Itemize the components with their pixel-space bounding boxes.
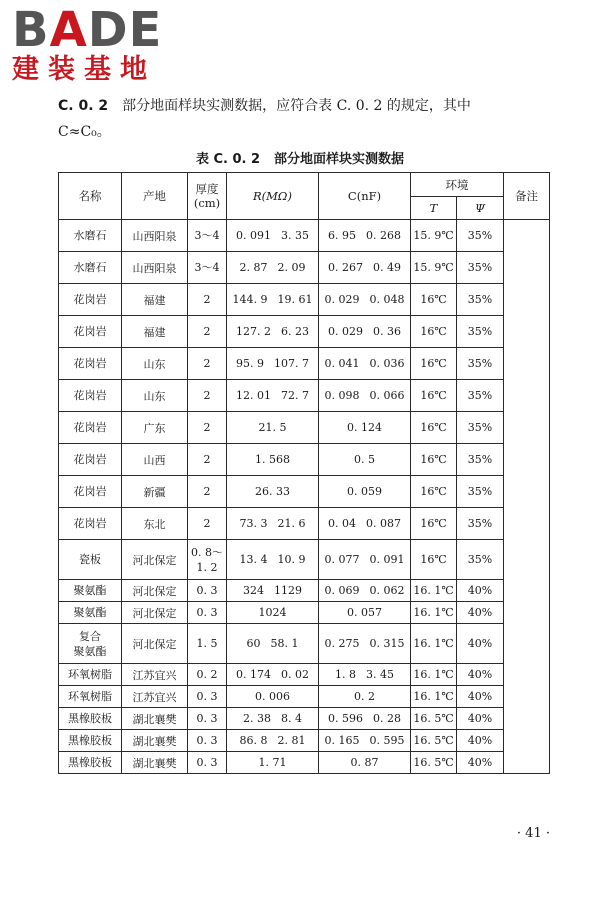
cell-resistance-value: 3. 35: [281, 229, 309, 242]
cell-capacitance: [319, 540, 411, 580]
table-row: [59, 664, 550, 686]
cell-origin: 新疆: [122, 476, 188, 508]
cell-origin: 山西: [122, 444, 188, 476]
cell-name: 花岗岩: [59, 316, 122, 348]
cell-origin: 广东: [122, 412, 188, 444]
table-row: [59, 316, 550, 348]
cell-humidity: 35%: [457, 476, 504, 508]
cell-resistance: [227, 348, 319, 380]
cell-resistance-value: 58. 1: [270, 637, 299, 650]
cell-resistance-value: 72. 7: [281, 389, 309, 402]
table-row: [59, 444, 550, 476]
cell-capacitance: [319, 686, 411, 708]
cell-capacitance-value: 0. 87: [350, 756, 379, 769]
table-row: [59, 508, 550, 540]
table-row: [59, 624, 550, 664]
cell-resistance: [227, 252, 319, 284]
header-notes: 备注: [504, 173, 550, 220]
logo-wordmark: BADE: [12, 2, 163, 58]
cell-humidity: 40%: [457, 624, 504, 664]
cell-resistance-value: 26. 33: [255, 485, 290, 498]
cell-capacitance-value: 0. 036: [369, 357, 405, 370]
cell-humidity: 35%: [457, 412, 504, 444]
cell-resistance-value: 1129: [274, 584, 302, 597]
cell-resistance: [227, 476, 319, 508]
cell-resistance-value: 127. 2: [236, 325, 271, 338]
cell-origin: 福建: [122, 284, 188, 316]
cell-resistance: [227, 220, 319, 252]
table-row: [59, 580, 550, 602]
cell-name: 花岗岩: [59, 476, 122, 508]
cell-name: 聚氨酯: [59, 580, 122, 602]
cell-capacitance-value: 0. 28: [373, 712, 401, 725]
cell-thickness: 2: [188, 476, 227, 508]
cell-capacitance: [319, 444, 411, 476]
cell-name: 黑橡胶板: [59, 730, 122, 752]
cell-name: 花岗岩: [59, 348, 122, 380]
page-number: · 41 ·: [516, 826, 550, 841]
cell-capacitance-value: 0. 596: [328, 712, 363, 725]
cell-resistance-value: 2. 81: [277, 734, 306, 747]
cell-capacitance-value: 0. 029: [324, 293, 360, 306]
cell-resistance-value: 2. 87: [239, 261, 268, 274]
logo-subtitle: 建装基地: [12, 54, 156, 85]
header-origin: 产地: [122, 173, 188, 220]
table-row: [59, 412, 550, 444]
cell-name: 环氧树脂: [59, 664, 122, 686]
cell-resistance: [227, 412, 319, 444]
cell-temperature: 16℃: [411, 508, 457, 540]
cell-temperature: 16. 1℃: [411, 624, 457, 664]
cell-temperature: 16. 5℃: [411, 752, 457, 774]
cell-humidity: 35%: [457, 220, 504, 252]
table-header-row: [59, 173, 550, 197]
cell-name: 花岗岩: [59, 284, 122, 316]
cell-capacitance-value: 0. 057: [347, 606, 382, 619]
cell-capacitance: [319, 316, 411, 348]
cell-resistance: [227, 602, 319, 624]
cell-resistance: [227, 708, 319, 730]
cell-name: 水磨石: [59, 252, 122, 284]
cell-temperature: 16. 1℃: [411, 664, 457, 686]
cell-name: 聚氨酯: [59, 602, 122, 624]
cell-origin: 江苏宜兴: [122, 664, 188, 686]
cell-capacitance: [319, 284, 411, 316]
table-row: [59, 752, 550, 774]
cell-capacitance-value: 0. 49: [373, 261, 401, 274]
cell-notes: [504, 220, 550, 774]
cell-capacitance: [319, 580, 411, 602]
cell-capacitance: [319, 708, 411, 730]
cell-temperature: 16℃: [411, 380, 457, 412]
cell-resistance-value: 0. 091: [236, 229, 271, 242]
cell-capacitance: [319, 252, 411, 284]
cell-resistance-value: 8. 4: [281, 712, 302, 725]
cell-temperature: 15. 9℃: [411, 252, 457, 284]
cell-thickness: 2: [188, 508, 227, 540]
cell-resistance: [227, 316, 319, 348]
cell-thickness: 0. 3: [188, 752, 227, 774]
cell-capacitance-value: 0. 029: [328, 325, 363, 338]
cell-capacitance: [319, 752, 411, 774]
cell-capacitance-value: 0. 048: [369, 293, 405, 306]
cell-temperature: 16. 5℃: [411, 708, 457, 730]
table-caption-number: 表 C. 0. 2: [195, 152, 261, 167]
cell-resistance-value: 1024: [258, 606, 287, 619]
cell-humidity: 35%: [457, 444, 504, 476]
header-capacitance: C(nF): [319, 173, 411, 220]
header-resistance: R(MΩ): [227, 173, 319, 220]
cell-capacitance: [319, 664, 411, 686]
cell-temperature: 16℃: [411, 284, 457, 316]
cell-humidity: 35%: [457, 508, 504, 540]
cell-name: 复合 聚氨酯: [59, 624, 122, 664]
header-thickness: 厚度 (cm): [188, 173, 227, 220]
cell-humidity: 35%: [457, 348, 504, 380]
cell-resistance-value: 12. 01: [236, 389, 271, 402]
cell-resistance: [227, 540, 319, 580]
cell-temperature: 16. 1℃: [411, 602, 457, 624]
cell-resistance-value: 324: [243, 584, 264, 597]
cell-capacitance-value: 0. 2: [354, 690, 375, 703]
cell-resistance-value: 144. 9: [232, 293, 268, 306]
table-row: [59, 252, 550, 284]
cell-name: 花岗岩: [59, 380, 122, 412]
cell-humidity: 35%: [457, 316, 504, 348]
cell-resistance-value: 60: [246, 637, 261, 650]
cell-origin: 东北: [122, 508, 188, 540]
cell-capacitance-value: 0. 315: [369, 637, 405, 650]
cell-capacitance-value: 0. 091: [369, 553, 405, 566]
cell-resistance: [227, 508, 319, 540]
cell-resistance-value: 86. 8: [239, 734, 268, 747]
cell-capacitance: [319, 602, 411, 624]
table-row: [59, 730, 550, 752]
cell-resistance: [227, 752, 319, 774]
cell-thickness: 2: [188, 412, 227, 444]
table-row: [59, 220, 550, 252]
measurement-table: [58, 172, 550, 774]
table-row: [59, 476, 550, 508]
cell-humidity: 40%: [457, 686, 504, 708]
cell-thickness: 2: [188, 316, 227, 348]
table-body: [59, 220, 550, 774]
cell-origin: 湖北襄樊: [122, 752, 188, 774]
clause-paragraph: [58, 93, 558, 145]
cell-capacitance-value: 0. 077: [324, 553, 360, 566]
cell-thickness: 0. 2: [188, 664, 227, 686]
cell-thickness: 3～4: [188, 252, 227, 284]
cell-thickness: 0. 3: [188, 602, 227, 624]
clause-text-line2: C≈C₀。: [58, 124, 111, 140]
cell-name: 花岗岩: [59, 412, 122, 444]
cell-thickness: 2: [188, 348, 227, 380]
table-row: [59, 602, 550, 624]
cell-capacitance-value: 6. 95: [328, 229, 356, 242]
header-temperature: T: [411, 197, 457, 220]
cell-resistance-value: 21. 5: [258, 421, 287, 434]
cell-capacitance-value: 0. 069: [324, 584, 360, 597]
cell-resistance-value: 107. 7: [274, 357, 309, 370]
cell-capacitance-value: 0. 04: [328, 517, 356, 530]
cell-origin: 山东: [122, 348, 188, 380]
cell-humidity: 35%: [457, 540, 504, 580]
cell-resistance: [227, 624, 319, 664]
header-environment: 环境: [411, 173, 504, 197]
table-row: [59, 708, 550, 730]
header-name: 名称: [59, 173, 122, 220]
cell-thickness: 0. 3: [188, 708, 227, 730]
cell-thickness: 2: [188, 444, 227, 476]
cell-origin: 山东: [122, 380, 188, 412]
cell-name: 环氧树脂: [59, 686, 122, 708]
clause-text-line1: 部分地面样块实测数据，应符合表 C. 0. 2 的规定，其中: [122, 98, 471, 114]
cell-resistance-value: 0. 02: [281, 668, 309, 681]
cell-temperature: 16℃: [411, 412, 457, 444]
cell-capacitance-value: 0. 059: [347, 485, 382, 498]
cell-origin: 湖北襄樊: [122, 708, 188, 730]
cell-resistance: [227, 284, 319, 316]
cell-temperature: 15. 9℃: [411, 220, 457, 252]
cell-resistance-value: 2. 09: [277, 261, 306, 274]
cell-resistance: [227, 730, 319, 752]
cell-resistance: [227, 580, 319, 602]
cell-name: 瓷板: [59, 540, 122, 580]
cell-origin: 福建: [122, 316, 188, 348]
cell-resistance: [227, 664, 319, 686]
table-caption: [0, 148, 600, 167]
cell-temperature: 16. 5℃: [411, 730, 457, 752]
table-caption-title: 部分地面样块实测数据: [274, 152, 405, 167]
cell-resistance-value: 0. 006: [255, 690, 290, 703]
clause-number: C. 0. 2: [58, 98, 109, 114]
cell-thickness: 0. 8～ 1. 2: [188, 540, 227, 580]
cell-capacitance-value: 0. 062: [369, 584, 405, 597]
cell-humidity: 40%: [457, 708, 504, 730]
cell-capacitance-value: 0. 268: [366, 229, 401, 242]
cell-humidity: 40%: [457, 602, 504, 624]
table-row: [59, 380, 550, 412]
brand-logo: [12, 2, 182, 85]
cell-capacitance: [319, 508, 411, 540]
header-humidity: Ψ: [457, 197, 504, 220]
cell-capacitance-value: 0. 267: [328, 261, 363, 274]
cell-resistance-value: 73. 3: [239, 517, 268, 530]
cell-thickness: 2: [188, 284, 227, 316]
cell-capacitance-value: 0. 5: [354, 453, 375, 466]
cell-capacitance-value: 0. 098: [324, 389, 360, 402]
table-row: [59, 686, 550, 708]
cell-capacitance-value: 0. 36: [373, 325, 401, 338]
cell-humidity: 40%: [457, 730, 504, 752]
cell-name: 黑橡胶板: [59, 708, 122, 730]
cell-origin: 河北保定: [122, 602, 188, 624]
cell-origin: 山西阳泉: [122, 220, 188, 252]
cell-resistance-value: 1. 568: [255, 453, 290, 466]
cell-resistance: [227, 380, 319, 412]
cell-resistance-value: 6. 23: [281, 325, 309, 338]
cell-resistance-value: 21. 6: [277, 517, 306, 530]
cell-temperature: 16℃: [411, 444, 457, 476]
cell-humidity: 40%: [457, 580, 504, 602]
cell-capacitance: [319, 220, 411, 252]
cell-resistance-value: 95. 9: [236, 357, 264, 370]
cell-capacitance: [319, 412, 411, 444]
cell-thickness: 0. 3: [188, 730, 227, 752]
cell-temperature: 16℃: [411, 348, 457, 380]
cell-capacitance: [319, 476, 411, 508]
cell-resistance-value: 13. 4: [239, 553, 268, 566]
cell-thickness: 0. 3: [188, 686, 227, 708]
cell-resistance: [227, 686, 319, 708]
cell-capacitance-value: 0. 275: [324, 637, 360, 650]
cell-thickness: 2: [188, 380, 227, 412]
cell-humidity: 40%: [457, 664, 504, 686]
cell-capacitance: [319, 624, 411, 664]
cell-capacitance-value: 0. 595: [369, 734, 405, 747]
cell-temperature: 16. 1℃: [411, 580, 457, 602]
cell-humidity: 35%: [457, 284, 504, 316]
cell-name: 黑橡胶板: [59, 752, 122, 774]
cell-humidity: 35%: [457, 380, 504, 412]
table-row: [59, 540, 550, 580]
cell-capacitance-value: 3. 45: [366, 668, 394, 681]
cell-resistance-value: 19. 61: [277, 293, 313, 306]
cell-origin: 河北保定: [122, 624, 188, 664]
cell-capacitance-value: 0. 066: [369, 389, 405, 402]
cell-temperature: 16℃: [411, 316, 457, 348]
cell-origin: 山西阳泉: [122, 252, 188, 284]
cell-capacitance-value: 1. 8: [335, 668, 356, 681]
cell-capacitance-value: 0. 165: [324, 734, 360, 747]
cell-origin: 湖北襄樊: [122, 730, 188, 752]
cell-resistance-value: 1. 71: [258, 756, 287, 769]
cell-name: 花岗岩: [59, 444, 122, 476]
cell-thickness: 1. 5: [188, 624, 227, 664]
cell-capacitance-value: 0. 124: [347, 421, 382, 434]
table-row: [59, 348, 550, 380]
cell-temperature: 16. 1℃: [411, 686, 457, 708]
cell-temperature: 16℃: [411, 476, 457, 508]
cell-capacitance-value: 0. 041: [324, 357, 360, 370]
cell-resistance-value: 2. 38: [243, 712, 271, 725]
cell-resistance-value: 0. 174: [236, 668, 271, 681]
cell-humidity: 35%: [457, 252, 504, 284]
cell-origin: 河北保定: [122, 580, 188, 602]
cell-humidity: 40%: [457, 752, 504, 774]
cell-capacitance: [319, 348, 411, 380]
cell-resistance-value: 10. 9: [277, 553, 306, 566]
cell-resistance: [227, 444, 319, 476]
cell-name: 花岗岩: [59, 508, 122, 540]
cell-capacitance-value: 0. 087: [366, 517, 401, 530]
cell-capacitance: [319, 730, 411, 752]
cell-name: 水磨石: [59, 220, 122, 252]
cell-thickness: 3～4: [188, 220, 227, 252]
cell-capacitance: [319, 380, 411, 412]
cell-origin: 河北保定: [122, 540, 188, 580]
cell-origin: 江苏宜兴: [122, 686, 188, 708]
table-row: [59, 284, 550, 316]
cell-thickness: 0. 3: [188, 580, 227, 602]
cell-temperature: 16℃: [411, 540, 457, 580]
